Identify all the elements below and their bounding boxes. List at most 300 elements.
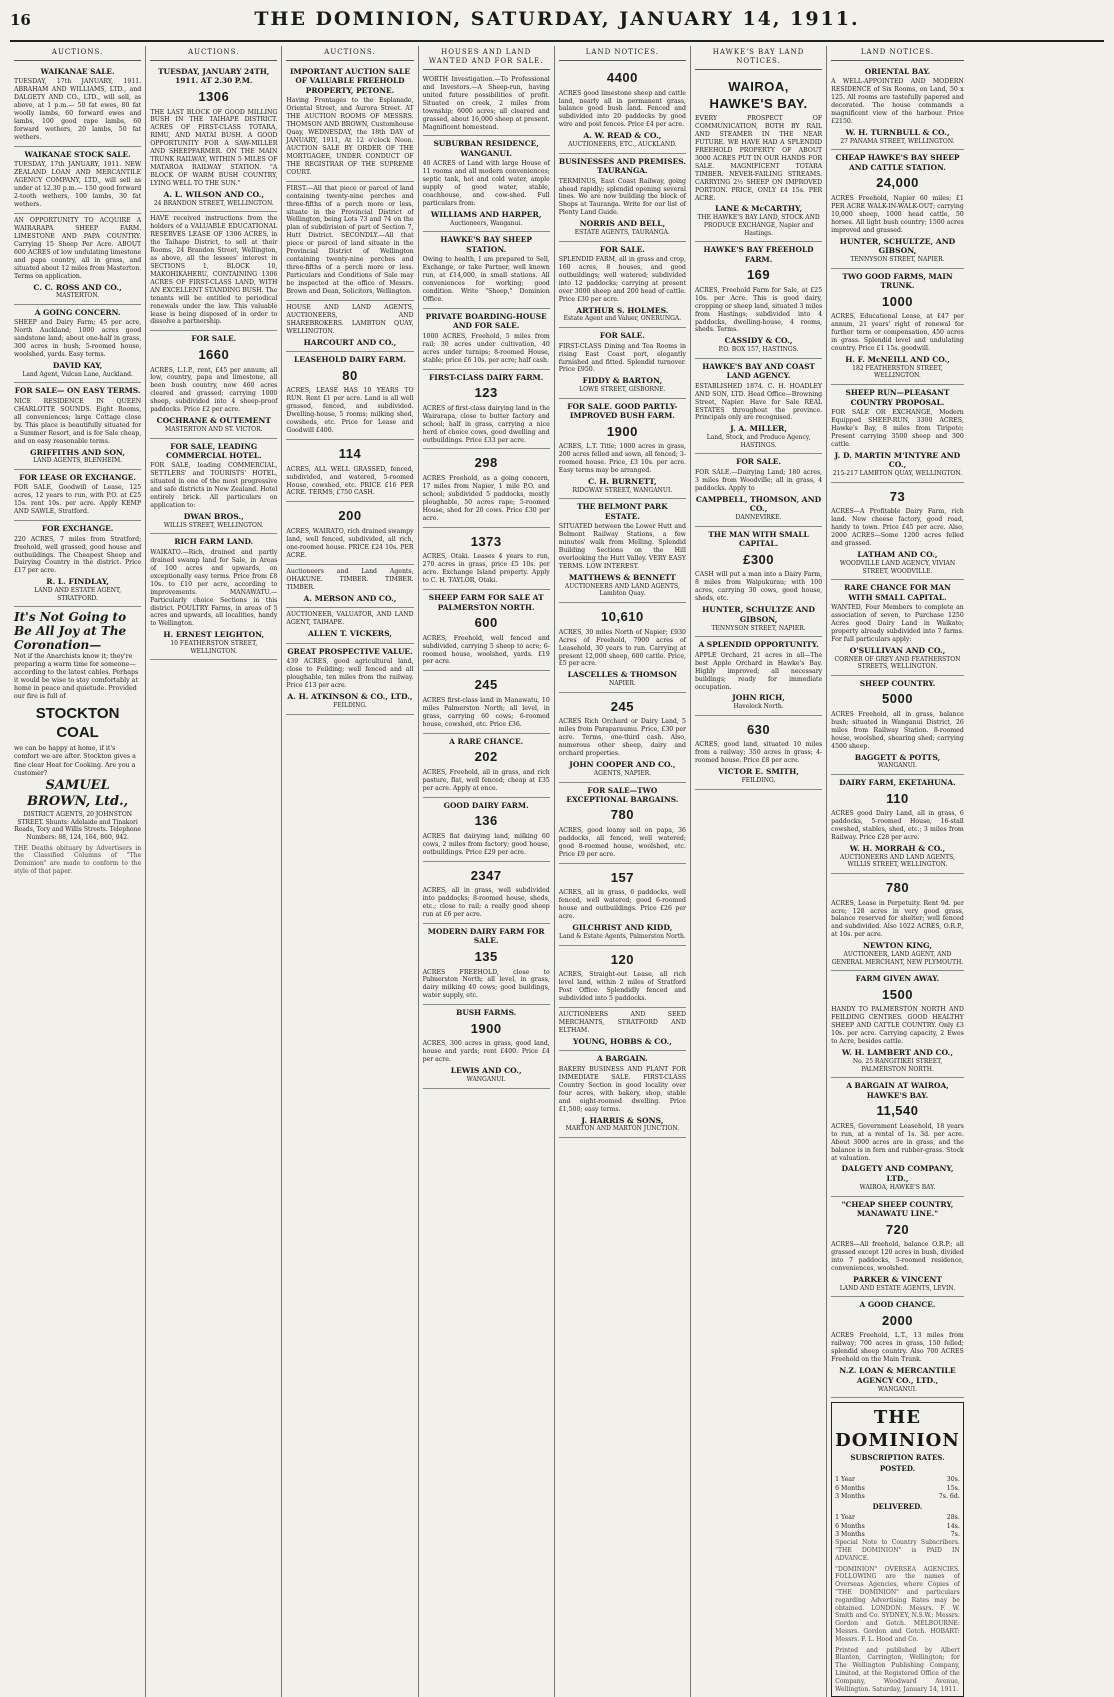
ad-agent-address: LAND AND ESTATE AGENT, STRATFORD. xyxy=(34,587,121,602)
classified-ad xyxy=(831,971,964,1078)
ad-heading: DAIRY FARM, EKETAHUNA. xyxy=(839,778,956,788)
ad-agent-address: ESTATE AGENTS, TAURANGA. xyxy=(574,229,670,236)
ad-heading: TUESDAY, JANUARY 24TH, 1911. AT 2.30 P.M. xyxy=(158,66,270,86)
ad-agent-address: P.O. BOX 157, HASTINGS. xyxy=(718,346,799,354)
ad-agent-address: FEILDING. xyxy=(333,701,367,709)
delivered-heading: DELIVERED. xyxy=(872,1502,923,1512)
ad-agent-name: DAVID KAY, xyxy=(52,361,103,371)
classified-ad xyxy=(695,454,822,526)
ad-heading: A GOOD CHANCE. xyxy=(859,1300,936,1310)
classified-ad xyxy=(695,637,822,716)
ad-agent-name: CAMPBELL, THOMSON, AND CO., xyxy=(695,494,822,514)
ad-agent-name: VICTOR E. SMITH, xyxy=(718,767,799,777)
classified-ad xyxy=(695,73,822,242)
ad-body-text: WORTH Investigation.—To Professional and Investors.—A Sheep-run, having united future possibilities of profit. Situated on creek, 2 miles from township; 6000 acres; all cleared and grassed, about 16,000 sheep at present. Magnificent homestead. xyxy=(422,75,550,131)
ad-body-text: TUESDAY, 17th JANUARY, 1911. ABRAHAM AND WILLIAMS, LTD., and DALGETY AND CO., LTD., will sell, as above, at 1 p.m.— 50 fat ewes, 80 fat woolly lambs, 60 forward ewes and lambs, 100 good rape lambs, 60 forward wethers, 20 lambs, 50 fat wethers. xyxy=(14,78,142,141)
ad-body-text: ACRES, Government Leasehold, 18 years to run, at a rental of 1s. 3d. per acre. About 3000 acres are in grass, and the balance is in fern and rubber-grass. Stock at valuation. xyxy=(831,1122,964,1162)
ad-agent-address: Auctioneers, Wanganui. xyxy=(450,219,523,227)
ad-agent-name: W. H. LAMBERT AND CO., xyxy=(841,1048,953,1058)
classified-ad xyxy=(559,1051,686,1137)
classified-ad xyxy=(14,305,141,384)
classified-ad xyxy=(286,440,413,502)
ad-body-text: Having Frontages to the Esplanade, Oriental Street, and Aurora Street. AT THE AUCTION ROOMS OF MESSRS. THOMSON AND BROWN, Customhouse Quay, WEDNESDAY, the 18th DAY of JANUARY, 1911, At 12 o'clock Noon. AUCTION SALE BY ORDER OF THE MORTGAGEE, UNDER CONDUCT OF THE REGISTRAR OF THE SUPREME COURT. xyxy=(286,97,414,176)
dominion-box-title: THE DOMINION xyxy=(835,1407,960,1452)
newspaper-title: THE DOMINION, SATURDAY, JANUARY 14, 1911. xyxy=(254,8,860,30)
ad-body-text: WANTED, Four Members to complete an association of seven, to Purchase 1250 Acres good Dairy Land in Waikato; property already subdivided into 7 farms. For full particulars apply: xyxy=(831,604,964,643)
ad-figure: 73 xyxy=(889,488,906,504)
ad-heading: THE BELMONT PARK ESTATE. xyxy=(577,502,668,521)
ad-body-text: HOUSE AND LAND AGENTS, AUCTIONEERS, AND SHAREBROKERS. LAMBTON QUAY, WELLINGTON. xyxy=(286,303,414,335)
ad-heading: LEASEHOLD DAIRY FARM. xyxy=(294,355,406,365)
ad-body-text: ACRES, 300 acres in grass, good land, house and yards; rent £400. Price £4 per acre. xyxy=(422,1040,550,1064)
classified-ad xyxy=(423,671,550,733)
coal-ad-agent-address: DISTRICT AGENTS, 20 JOHNSTON STREET. Shunts: Adelaide and Tinakori Roads, Tory and Willis Streets. Telephone Numbers: 88, 124, 164, 860, 942. xyxy=(14,810,141,841)
ad-body-text: ACRES of first-class dairying land in the Wairarapa, close to butter factory and school; half in grass, carrying a nice herd of choice cows, good dwelling and outbuildings. Price £33 per acre. xyxy=(422,404,550,444)
ad-figure: 123 xyxy=(474,385,498,401)
classified-ad xyxy=(286,182,413,301)
ad-body-text: ESTABLISHED 1874. C. H. HOADLEY AND SON, LTD. Head Office—Browning Street, Napier. Have for Sale REAL ESTATES throughout the province. Principals only are recognised. xyxy=(694,382,823,422)
dominion-subscription-box xyxy=(831,1402,964,1697)
ad-agent-name: JOHN COOPER AND CO., xyxy=(569,760,676,770)
ad-body-text: AN OPPORTUNITY TO ACQUIRE A WAIRARAPA SHEEP FARM. LIMESTONE AND PAPA COUNTRY. Carrying 15 Sheep Per Acre. ABOUT 600 ACRES of low undulating limestone and papa country, all in grass, and situated about 12 miles from Masterton. Terms on application. xyxy=(14,217,142,280)
ad-figure: 600 xyxy=(474,615,498,631)
column-header: HAWKE'S BAY LAND NOTICES. xyxy=(695,46,822,70)
ad-agent-address: LOWE STREET, GISBORNE. xyxy=(579,386,666,394)
column-6 xyxy=(691,46,827,1697)
ad-body-text: FIRST-CLASS Dining and Tea Rooms in rising East Coast port, elegantly furnished and fitted. Splendid turnover. Price £950. xyxy=(558,342,686,374)
ad-agent-name: C. C. ROSS AND CO., xyxy=(33,282,122,292)
ad-agent-address: Land & Estate Agents, Palmerston North. xyxy=(558,932,686,940)
ad-figure: 2000 xyxy=(882,1312,913,1328)
classified-ad xyxy=(695,716,822,790)
ad-heading: MODERN DAIRY FARM FOR SALE. xyxy=(427,926,545,946)
classified-ad xyxy=(559,154,686,242)
ad-agent-name: H. ERNEST LEIGHTON, xyxy=(163,630,265,640)
ad-agent-address: WANGANUI. xyxy=(877,762,918,770)
ad-agent-name: LASCELLES & THOMSON xyxy=(567,670,678,680)
ad-figure: 1373 xyxy=(470,533,502,549)
ad-agent-name: NEWTON KING, xyxy=(862,941,932,951)
ad-agent-address: AUCTIONEERS AND LAND AGENTS, WILLIS STREET, WELLINGTON. xyxy=(839,853,955,869)
ad-body-text: AUCTIONEER, VALUATOR, AND LAND AGENT, TAIHAPE. xyxy=(286,611,414,627)
column-5 xyxy=(555,46,691,1697)
ad-body-text: ACRES, L.T. Title; 1000 acres in grass, 200 acres felled and sown, all fenced; 3-roomed house. Price, £3 10s. per acre. Easy terms may be arranged. xyxy=(558,443,686,475)
ad-body-text: ACRES, Freehold, well fenced and subdivided, carrying 5 sheep to acre; 6-roomed house, woolshed, yards. £19 per acre. xyxy=(422,634,550,666)
classified-ad xyxy=(423,1005,550,1088)
classified-ad xyxy=(286,301,413,352)
ad-agent-address: Land, Stock, and Produce Agency, HASTINGS. xyxy=(706,434,811,449)
column-1 xyxy=(10,46,146,1697)
ad-heading: TWO GOOD FARMS, MAIN TRUNK. xyxy=(842,271,953,291)
ad-agent-name: W. H. MORRAH & CO., xyxy=(849,843,946,853)
ad-agent-address: AGENTS, NAPIER. xyxy=(593,769,651,777)
ad-body-text: ACRES, WAIRATO, rich drained swampy land, well fenced, subdivided, all rich, one-roomed house. PRICE £24 10s. PER ACRE. xyxy=(286,528,414,559)
ad-heading: A SPLENDID OPPORTUNITY. xyxy=(698,640,819,650)
ad-heading: SHEEP COUNTRY. xyxy=(859,678,936,688)
ad-figure: 114 xyxy=(338,446,362,462)
coal-ad-body: Not if the Anarchists know it; they're preparing a warm time for someone—according to the latest cables. Perhaps it would be wise to stay comfortably at home in peace and quietude. Provided our fire is full of xyxy=(14,652,139,700)
ad-body-text: Owing to health, I am prepared to Sell, Exchange, or take Partner, well known run, at £14,000, in small stations. All conveniences for working; good condition. Write "Sheep," Dominion Office. xyxy=(422,256,550,304)
classified-ad xyxy=(559,499,686,603)
ad-agent-address: 24 BRANDON STREET, WELLINGTON. xyxy=(153,199,274,207)
ad-figure: WAIROA, HAWKE'S BAY. xyxy=(709,78,808,111)
ad-agent-address: Havelock North. xyxy=(733,703,784,711)
column-3 xyxy=(282,46,418,1697)
ad-body-text: ACRES Freehold, all in grass, balance bush; situated in Wanganui District, 26 miles from Railway Station. 8-roomed house, woolshed, shearing shed; carrying 4500 sheep. xyxy=(831,711,964,750)
ad-agent-address: NAPIER. xyxy=(608,680,636,688)
ad-heading: A RARE CHANCE. xyxy=(449,736,524,746)
ad-body-text: ACRES first-class land in Manawatu, 10 miles Palmerston North; all level, in grass, carrying 60 cows; 6-roomed house, cowshed, etc. Price £36. xyxy=(422,697,550,728)
classified-ad xyxy=(831,269,964,385)
ad-agent-name: C. H. BURNETT, xyxy=(588,477,657,487)
ad-agent-name: JOHN RICH, xyxy=(732,693,785,703)
ad-figure: 136 xyxy=(474,813,498,829)
ad-figure: 202 xyxy=(474,749,498,765)
ad-body-text: 220 ACRES, 7 miles from Stratford; freehold, well grassed, good house and outbuildings. The Cheapest Sheep and Dairying Country in the district. Price £17 per acre. xyxy=(14,535,142,575)
ad-figure: 200 xyxy=(338,508,362,524)
classified-ad xyxy=(286,608,413,644)
classified-ad xyxy=(831,64,964,150)
ad-body-text: ACRES, ALL WELL GRASSED, fenced, subdivided, and watered, 5-roomed House, cowshed, etc. PRICE £16 PER ACRE. TERMS, £750 CASH. xyxy=(286,465,414,497)
ad-figure: 157 xyxy=(610,869,634,885)
ad-heading: SHEEP FARM FOR SALE AT PALMERSTON NORTH. xyxy=(428,593,544,612)
ad-agent-address: DANNEVIRKE. xyxy=(735,514,782,522)
ad-body-text: FOR SALE, Goodwill of Lease, 125 acres, 12 years to run, with P.O. at £25 15s. rent 10s. per acre. Apply KEMP AND SAWLE, Stratford. xyxy=(14,484,142,516)
classified-ad xyxy=(831,775,964,874)
coal-ad-footnote: THE Deaths obituary by Advertisers in the Classified Columns of "The Dominion" are made to conform to the style of that paper. xyxy=(14,844,142,875)
ad-agent-address: RIDGWAY STREET, WANGANUI. xyxy=(572,486,673,494)
ad-agent-address: 182 FEATHERSTON STREET, WELLINGTON. xyxy=(852,364,943,380)
classified-ad xyxy=(695,527,822,637)
ad-agent-address: 215-217 LAMBTON QUAY, WELLINGTON. xyxy=(832,470,963,478)
classified-ad xyxy=(150,534,277,660)
ad-figure: 24,000 xyxy=(876,175,919,191)
ad-heading: THE MAN WITH SMALL CAPITAL. xyxy=(708,529,809,549)
classified-ad xyxy=(559,864,686,946)
ad-agent-address: AUCTIONEERS, ETC., AUCKLAND. xyxy=(568,140,677,148)
ad-body-text: ACRES Freehold, as a going concern, 17 miles from Napier, 1 mile P.O. and school; subdivided 5 paddocks, mostly ploughable, 50 acres rape; 5-roomed House, shed for 20 cows. Price £30 per acre. xyxy=(422,475,550,522)
ad-body-text: ACRES, Straight-out Lease, all rich level land, within 2 miles of Stratford Post Office. Splendidly fenced and subdivided into 5 paddocks. xyxy=(558,971,686,1003)
ad-agent-address: 10 FEATHERSTON STREET, WELLINGTON. xyxy=(170,640,258,655)
ad-heading: GOOD DAIRY FARM. xyxy=(443,800,529,810)
ad-agent-address: AUCTIONEER, LAND AGENT, AND GENERAL MERCHANT, NEW PLYMOUTH. xyxy=(831,951,964,966)
ad-heading: A BARGAIN AT WAIROA, HAWKE'S BAY. xyxy=(846,1081,949,1100)
ad-body-text: ACRES, good loamy soil on papa, 36 paddocks, all fenced, well watered; good 8-roomed house, woolshed, etc. Price £9 per acre. xyxy=(558,827,686,858)
classified-ad xyxy=(286,565,413,609)
ad-heading: FIRST-CLASS DAIRY FARM. xyxy=(429,372,544,382)
classified-ad xyxy=(150,331,277,438)
ad-heading: FOR SALE. xyxy=(191,334,237,344)
classified-ad xyxy=(831,874,964,971)
ad-body-text: ACRES, good land, situated 10 miles from a railway; 350 acres in grass; 4-roomed house. Price £8 per acre. xyxy=(694,741,823,765)
ad-body-text: ACRES, Lease in Perpetuity. Rent 9d. per acre; 128 acres in very good grass, balance reserved for shelter; well fenced and subdivided. Also 1022 ACRES, O.R.P., at 10s. per acre. xyxy=(831,899,964,939)
ad-body-text: ACRES—A Profitable Dairy Farm, rich land. New cheese factory, good road, handy to town. Price £45 per acre. Also, 2000 ACRES—Some 1200 acres felled and grassed. xyxy=(831,508,964,548)
ad-body-text: A WELL-APPOINTED AND MODERN RESIDENCE of Six Rooms, on Land, 50 x 125. All rooms are tastefully papered and decorated. The house commands a magnificent view of the harbour. Price £2150. xyxy=(831,78,964,126)
classified-ad xyxy=(559,693,686,783)
ad-heading: HAWKE'S BAY FREEHOLD FARM. xyxy=(703,245,814,264)
column-4 xyxy=(419,46,555,1697)
ad-agent-name: YOUNG, HOBBS & CO., xyxy=(572,1036,672,1046)
classified-ad xyxy=(559,64,686,154)
classified-ad xyxy=(559,946,686,1008)
classified-ad xyxy=(695,359,822,455)
ad-heading: CHEAP HAWKE'S BAY SHEEP AND CATTLE STATION. xyxy=(835,153,960,172)
ad-figure: 80 xyxy=(342,367,358,383)
ad-agent-name: ALLEN T. VICKERS, xyxy=(308,629,392,639)
ad-agent-name: HUNTER, SCHULTZE, AND GIBSON, xyxy=(839,236,956,256)
classified-ad xyxy=(286,64,413,182)
classified-ad xyxy=(423,73,550,137)
ad-agent-name: J. HARRIS & SONS, xyxy=(581,1115,664,1125)
rate-row: 6 Months 15s. xyxy=(835,1484,960,1492)
ad-heading: SUBURBAN RESIDENCE, WANGANUI. xyxy=(433,139,539,158)
ad-agent-address: THE HAWKE'S BAY LAND, STOCK AND PRODUCE EXCHANGE, Napier and Hastings. xyxy=(697,214,820,237)
ad-heading: FOR SALE—TWO EXCEPTIONAL BARGAINS. xyxy=(566,785,679,804)
ad-agent-name: DWAN BROS., xyxy=(183,512,244,522)
ad-figure: 1900 xyxy=(606,423,638,439)
ad-heading: FARM GIVEN AWAY. xyxy=(855,974,940,984)
classified-ad xyxy=(423,309,550,370)
classified-ad xyxy=(559,328,686,399)
ad-agent-address: WANGANUI. xyxy=(877,1385,918,1393)
subscriber-note: Special Note to Country Subscribers. "THE DOMINION" is PAID IN ADVANCE. xyxy=(835,1539,960,1562)
ad-agent-address: WILLIS STREET, WELLINGTON. xyxy=(163,521,264,529)
ad-body-text: ACRES, Freehold Farm for Sale, at £25 10s. per Acre. This is good dairy, cropping or sheep land, situated 3 miles from Hastings; subdivided into 4 paddocks, dwelling-house, 4 rooms, sheds. Terms. xyxy=(694,286,823,334)
ad-agent-name: DALGETY AND COMPANY, LTD., xyxy=(841,1164,954,1184)
ad-figure: 1500 xyxy=(882,986,913,1002)
classified-ad xyxy=(831,483,964,580)
ad-figure: 110 xyxy=(886,790,909,806)
ad-heading: BUSH FARMS. xyxy=(456,1008,517,1018)
classified-ad xyxy=(14,147,141,214)
ad-body-text: ACRES good Dairy Land, all in grass, 6 paddocks, 5-roomed House, 16-stall cowshed, stables, shed, etc.; 3 miles from Railway. Price £28 per acre. xyxy=(831,810,964,841)
posted-heading: POSTED. xyxy=(879,1464,916,1474)
classified-ad xyxy=(559,1008,686,1052)
ad-figure: 2347 xyxy=(470,867,502,883)
ad-agent-name: ARTHUR S. HOLMES. xyxy=(576,305,669,315)
ad-agent-name: A. W. READ & CO., xyxy=(583,131,662,141)
ad-heading: FOR EXCHANGE. xyxy=(41,524,114,534)
ad-agent-name: J. A. MILLER, xyxy=(730,424,787,434)
ad-body-text: ACRES good limestone sheep and cattle land, nearly all in permanent grass, balance good bush land. Fenced and subdivided into 20 paddocks by good wire and post fences. Price £4 per acre. xyxy=(558,89,686,129)
ad-body-text: ACRES Freehold, Napier 60 miles; £1 PER ACRE WALK-IN-WALK-OUT; carrying 10,000 sheep, 1000 head cattle, 50 horses. All light bush country; 1500 acres improved and grassed. xyxy=(831,195,964,234)
ad-agent-address: MASTERTON AND ST. VICTOR. xyxy=(165,425,263,433)
classified-ad xyxy=(423,734,550,798)
ad-body-text: ACRES, Otaki. Leases 4 years to run, 270 acres in grass, price £5 10s. per acre. Exchange Island property. Apply to C. H. TAYLOR, Otaki. xyxy=(422,553,550,585)
ad-agent-name: LEWIS AND CO., xyxy=(450,1066,522,1076)
ad-agent-name: HARCOURT AND CO., xyxy=(303,337,397,347)
ad-agent-name: R. L. FINDLAY, xyxy=(46,577,109,587)
ad-body-text: ACRES, all in grass, well subdivided into paddocks; 8-roomed house, sheds, etc.; close to rail; a really good sheep run at £6 per acre. xyxy=(422,887,550,919)
classified-ad xyxy=(150,64,277,212)
ad-agent-name: A. H. ATKINSON & CO., LTD., xyxy=(287,692,413,702)
ad-figure: 720 xyxy=(885,1221,910,1237)
ad-agent-name: PARKER & VINCENT xyxy=(852,1274,942,1284)
ad-agent-name: A. MERSON AND CO., xyxy=(303,593,397,603)
classified-ad xyxy=(423,232,550,309)
column-header: LAND NOTICES. xyxy=(559,46,686,61)
rate-row: 1 Year 28s. xyxy=(835,1514,960,1522)
ad-figure: £300 xyxy=(743,551,775,567)
ad-body-text: ACRES Rich Orchard or Dairy Land, 5 miles from Paraparaumu. Price, £30 per acre. Terms, one-third cash. Also, numerous other sheep, dairy and orchard properties. xyxy=(558,718,686,758)
ad-agent-address: WANGANUI. xyxy=(466,1075,506,1083)
ad-agent-name: LATHAM AND CO., xyxy=(857,550,938,560)
ad-heading: BUSINESSES AND PREMISES. TAURANGA. xyxy=(558,156,686,176)
page-number: 16 xyxy=(10,11,31,29)
masthead xyxy=(10,8,1104,42)
ad-agent-address: FEILDING. xyxy=(741,776,776,784)
ad-body-text: 439 ACRES, good agricultural land, close to Feilding; well fenced and all ploughable, ten miles from the railway. Price £13 per acre. xyxy=(286,658,414,690)
column-header: AUCTIONS. xyxy=(286,46,413,61)
ad-figure: 11,540 xyxy=(876,1103,919,1119)
rate-row: 6 Months 14s. xyxy=(835,1522,960,1530)
classified-ad xyxy=(831,1297,964,1398)
ad-agent-address: LAND AGENTS, BLENHEIM. xyxy=(33,457,122,465)
ad-body-text: HANDY TO PALMERSTON NORTH AND FEILDING CENTRES. GOOD HEALTHY SHEEP AND CATTLE COUNTRY. Only £3 10s. per acre. Carrying capacity, 2 Ewes to Acre, besides cattle. xyxy=(831,1006,964,1046)
ad-body-text: FOR SALE OR EXCHANGE, Modern Equipped SHEEP-RUN, 3300 ACRES, Hawke's Bay, 8 miles from Tiripoto; Present carrying 3500 sheep and 300 cattle. xyxy=(831,409,964,448)
ad-body-text: ACRES—All freehold, balance O.R.P.; all grassed except 120 acres in bush, divided into 7 paddocks, 5-roomed residence, conveniences, woolshed. xyxy=(831,1241,964,1272)
ad-agent-name: CASSIDY & CO., xyxy=(724,336,793,346)
ad-body-text: SPLENDID FARM, all in grass and crop, 160 acres, 8 houses, and good outbuildings; well watered; subdivided into 12 paddocks; carrying at present over 3000 sheep and 200 head of cattle. Price £30 per acre. xyxy=(558,256,686,303)
ad-body-text: TERMINUS, East Coast Railway, going ahead rapidly; splendid opening several lines. We are now building the block of Shops at Tauranga. Write for our list of Plenty Land Guide. xyxy=(558,177,686,217)
ad-body-text: TUESDAY, 17th JANUARY, 1911. NEW ZEALAND LOAN AND MERCANTILE AGENCY COMPANY, LTD., will sell as under at 12.30 p.m.— 150 good forward 2-tooth wethers, 100 lambs, 30 fat wethers. xyxy=(14,161,142,209)
ad-agent-address: Estate Agent and Valuer, ONERUNGA. xyxy=(563,315,682,323)
ad-figure: 1660 xyxy=(198,346,230,362)
ad-heading: SHEEP RUN—PLEASANT COUNTRY PROPOSAL. xyxy=(845,388,950,407)
oversea-agencies: "DOMINION" OVERSEA AGENCIES. FOLLOWING are the names of Overseas Agencies, where Copies of "THE DOMINION" and particulars regarding Advertising Rates may be obtained. LONDON: Messrs. F. W. Smith and Co. SYDNEY, N.S.W.: Messrs. Gordon and Gotch. MELBOURNE: Messrs. Gordon and Gotch. HOBART: Messrs. F. L. Hood and Co. xyxy=(835,1565,960,1643)
classified-ad xyxy=(423,590,550,671)
ad-body-text: THE LAST BLOCK OF GOOD MILLING BUSH IN THE TAIHAPE DISTRICT. ACRES OF FIRST-CLASS TOTARA, RIMU, AND MATAI BUSH. A GOOD OPPORTUNITY FOR A SAW-MILLER AND SHEEPFARMER. ON THE MAIN TRUNK RAILWAY, WITHIN 5 MILES OF MATAROA RAILWAY STATION. "A BLOCK OF WARM BUSH COUNTRY, LYING WELL TO THE SUN." xyxy=(150,108,278,187)
ad-body-text: FOR SALE, leading COMMERCIAL, SETTLERS' and TOURISTS' HOTEL, situated in one of the most progressive and safe districts in New Zealand. Hotel entirely brick. All particulars on application to: xyxy=(150,462,278,510)
imprint: Printed and published by Albert Blanton, Carrington, Wellington; for The Wellington Publishing Company, Limited, at the Registered Office of the Company, Woodward Avenue, Wellington. Saturday, January 14, 1911. xyxy=(835,1646,960,1693)
stockton-coal-ad xyxy=(14,611,141,875)
ad-agent-name: BAGGETT & POTTS, xyxy=(854,752,941,762)
column-header: HOUSES AND LAND WANTED AND FOR SALE. xyxy=(423,46,550,70)
ad-agent-address: WOODVILLE LAND AGENCY, VIVIAN STREET, WOODVILLE. xyxy=(839,559,956,575)
ad-body-text: FIRST.—All that piece or parcel of land containing twenty-nine perches and three-fifths of a perch more or less, situate in the Provincial District of Wellington, being Lots 73 and 74 on the plan of subdivision of part of Section 7, Hutt District. SECONDLY.—All that piece or parcel of land situate in the Provincial District of Wellington containing twenty-nine perches and three-fifths of a perch more or less. Particulars and Conditions of Sale may be inspected at the office of Messrs. Brown and Dean, Solicitors, Wellington. xyxy=(286,184,414,295)
classified-ad xyxy=(14,521,141,607)
ad-agent-address: LAND AND ESTATE AGENTS, LEVIN. xyxy=(839,1284,956,1292)
classified-ad xyxy=(559,603,686,693)
ad-figure: 1000 xyxy=(882,293,913,309)
ad-heading: FOR SALE. xyxy=(599,331,645,341)
ad-agent-name: MATTHEWS & BENNETT xyxy=(568,573,676,583)
ad-heading: RARE CHANCE FOR MAN WITH SMALL CAPITAL. xyxy=(844,583,951,602)
classified-ad xyxy=(559,399,686,500)
classified-ad xyxy=(14,214,141,305)
ad-figure: 780 xyxy=(610,807,634,823)
classified-ad xyxy=(695,242,822,359)
rate-row: 3 Months 7s. xyxy=(835,1530,960,1538)
classified-ad xyxy=(423,136,550,232)
classified-ad xyxy=(559,783,686,864)
ad-figure: 780 xyxy=(885,879,910,895)
ad-heading: IMPORTANT AUCTION SALE OF VALUABLE FREEHOLD PROPERTY, PETONE. xyxy=(289,66,410,95)
classified-ad xyxy=(831,150,964,268)
ad-agent-name: N.Z. LOAN & MERCANTILE AGENCY CO., LTD., xyxy=(839,1366,956,1385)
ad-body-text: ACRES, L.I.P., rent, £45 per annum; all low, country, papa and limestone, all been bush country, now 460 acres cleared and grassed; carrying 1000 sheep, subdivided into 4 sheep-proof paddocks. Price £2 per acre. xyxy=(150,366,278,414)
ad-body-text: SITUATED between the Lower Hutt and Belmont Railway Stations, a few minutes' walk from Melling. Splendid Building Sections on the Hill overlooking the Hutt Valley. VERY EASY TERMS. LOW INTEREST. xyxy=(558,523,686,571)
classified-ad xyxy=(423,924,550,1005)
classified-ad xyxy=(559,242,686,328)
classified-ad xyxy=(423,449,550,527)
rate-row: 3 Months 7s. 6d. xyxy=(835,1492,960,1500)
classified-ad xyxy=(286,502,413,564)
ad-agent-name: WILLIAMS AND HARPER, xyxy=(430,210,542,220)
ad-body-text: ACRES FREEHOLD, close to Palmerston North; all level, in grass, dairy milking 40 cows; good buildings, water supply, etc. xyxy=(422,968,550,1000)
coal-ad-headline: It's Not Going to Be All Joy at The Coronation— xyxy=(14,610,127,652)
column-header: AUCTIONS. xyxy=(150,46,277,61)
ad-agent-name: O'SULLIVAN AND CO., xyxy=(849,645,946,655)
ad-body-text: ACRES Freehold, L.T., 13 miles from railway; 700 acres in grass, 150 felled; splendid sheep country. Also 700 ACRES Freehold on the Main Trunk. xyxy=(831,1332,964,1364)
ad-figure: 245 xyxy=(474,677,498,693)
classified-ad xyxy=(831,676,964,775)
classified-ad xyxy=(831,1078,964,1196)
ad-figure: 1900 xyxy=(470,1020,502,1036)
ad-agent-name: A. L. WILSON AND CO., xyxy=(163,189,265,199)
classified-ad xyxy=(14,383,141,469)
classified-ad xyxy=(150,212,277,331)
ad-heading: GREAT PROSPECTIVE VALUE. xyxy=(287,646,413,656)
ad-agent-name: W. H. TURNBULL & CO., xyxy=(845,128,950,138)
classified-ad xyxy=(423,862,550,924)
ad-heading: FOR LEASE OR EXCHANGE. xyxy=(19,472,136,482)
column-header: AUCTIONS. xyxy=(14,46,141,61)
ad-body-text: ACRES, Educational Lease, at £47 per annum, 21 years' right of renewal for further term or compensation, 450 acres in grass. Splendid level and undulating country. Price £1 15s. goodwill. xyxy=(831,313,964,353)
ad-figure: 4400 xyxy=(606,69,638,85)
ad-heading: WAIKANAE STOCK SALE. xyxy=(24,149,131,159)
ad-figure: 135 xyxy=(474,948,498,964)
ad-agent-address: WAIROA, HAWKE'S BAY. xyxy=(859,1183,936,1191)
ad-heading: FOR SALE— ON EASY TERMS. xyxy=(14,386,141,396)
ad-body-text: Auctioneers and Land Agents, OHAKUNE. TIMBER. TIMBER. TIMBER. xyxy=(286,567,414,591)
ad-body-text: AUCTIONEERS AND SEED MERCHANTS, STRATFORD AND ELTHAM. xyxy=(558,1010,686,1034)
ad-body-text: ACRES, all in grass, 6 paddocks, well fenced, well watered; good 6-roomed house and outbuildings. Price £26 per acre. xyxy=(558,889,686,921)
ad-figure: 245 xyxy=(610,698,634,714)
column-7 xyxy=(827,46,968,1697)
ad-figure: 10,610 xyxy=(600,609,644,625)
ad-body-text: NICE RESIDENCE IN QUEEN CHARLOTTE SOUNDS. Eight Rooms, all conveniences; large Cottage close by. This place is beautifully situated for a Summer Resort, and is for Sale cheap, and on easy reasonable terms. xyxy=(14,397,142,445)
classified-ad xyxy=(423,370,550,450)
ad-body-text: HAVE received instructions from the holders of a VALUABLE EDUCATIONAL RESERVES LEASE OF 1306 ACRES, in the Taihape District, to sell at their Rooms, 24 Brandon Street, Wellington, as above, all the lessees' interest in SECTIONS 1, BLOCK 10, MAKOHIKAHERU, CONTAINING 1306 ACRES OF FIRST-CLASS LAND, WITH AN EXCELLENT STANDING BUSH. The tenants will be entitled to periodical renewals under the law. This valuable lease is being disposed of in order to dissolve a partnership. xyxy=(150,215,278,326)
ad-body-text: SHEEP and Dairy Farm; 45 per acre, North Auckland; 1000 acres good sandstone land; about one-half in grass, 300 acres in bush; 5-roomed house, woolshed, yards. Easy terms. xyxy=(14,319,142,359)
ad-heading: ORIENTAL BAY. xyxy=(864,66,931,76)
ad-agent-address: CORNER OF GREY AND FEATHERSTON STREETS, WELLINGTON. xyxy=(834,655,961,671)
ad-agent-name: COCHRANE & OUTEMENT xyxy=(156,416,271,426)
ad-agent-address: No. 25 RANGITIKEI STREET, PALMERSTON NORTH. xyxy=(852,1057,943,1073)
ad-heading: RICH FARM LAND. xyxy=(174,537,254,547)
ad-agent-address: 27 PANAMA STREET, WELLINGTON. xyxy=(840,137,955,145)
ad-body-text: FOR SALE.—Dairying Land; 180 acres, 3 miles from Woodville; all in grass, 4 paddocks. Apply to xyxy=(694,468,823,492)
ad-body-text: 40 ACRES of Land with large House of 11 rooms and all modern conveniences; septic tank, hot and cold water, ample supply of good water, stable, coachhouse, and cow-shed. Full particulars from: xyxy=(422,160,550,208)
ad-body-text: CASH will put a man into a Dairy Farm, 8 miles from Waipukurau; with 100 acres, carrying 30 cows, good house, sheds, etc. xyxy=(694,571,823,603)
classified-ad xyxy=(831,1197,964,1298)
ad-heading: FOR SALE. xyxy=(599,244,645,254)
classified-ad xyxy=(150,439,277,535)
ad-body-text: WAIKATO.—Rich, drained and partly drained swamp land for Sale, in Areas of 100 acres and upwards, on exceptionally easy terms. Price from £8 10s. to £10 per acre, according to improvements. MANAWATU.— Particularly choice Sections in this district. POULTRY Farms, in areas of 5 acres and upwards, all localities, handy to Wellington. xyxy=(150,548,278,628)
classified-ad xyxy=(423,528,550,590)
ad-agent-address: AUCTIONEERS AND LAND AGENTS, Lambton Quay. xyxy=(564,582,680,598)
classified-ad xyxy=(423,798,550,862)
ad-heading: FOR SALE. xyxy=(736,457,781,467)
ad-agent-address: TENNYSON STREET, NAPIER. xyxy=(711,624,806,632)
column-header: LAND NOTICES. xyxy=(831,46,964,61)
coal-ad-tail: we can be happy at home, if it's comfort we are after. Stockton gives a fine clear Heat for Cooking. Are you a customer? xyxy=(14,745,136,777)
ad-heading: PRIVATE BOARDING-HOUSE AND FOR SALE. xyxy=(425,311,547,331)
ad-body-text: ACRES, 30 miles North of Napier; £930 Acres of Freehold, 7900 acres of Leasehold, 30 years to run. Carrying at present 12,000 sheep, 600 cattle. Price, £5 per acre. xyxy=(558,628,686,668)
column-2 xyxy=(146,46,282,1697)
ad-body-text: APPLE Orchard, 21 acres in all—The best Apple Orchard in Hawke's Bay. Highly improved; all necessary buildings; ready for immediate occupation. xyxy=(694,651,823,691)
